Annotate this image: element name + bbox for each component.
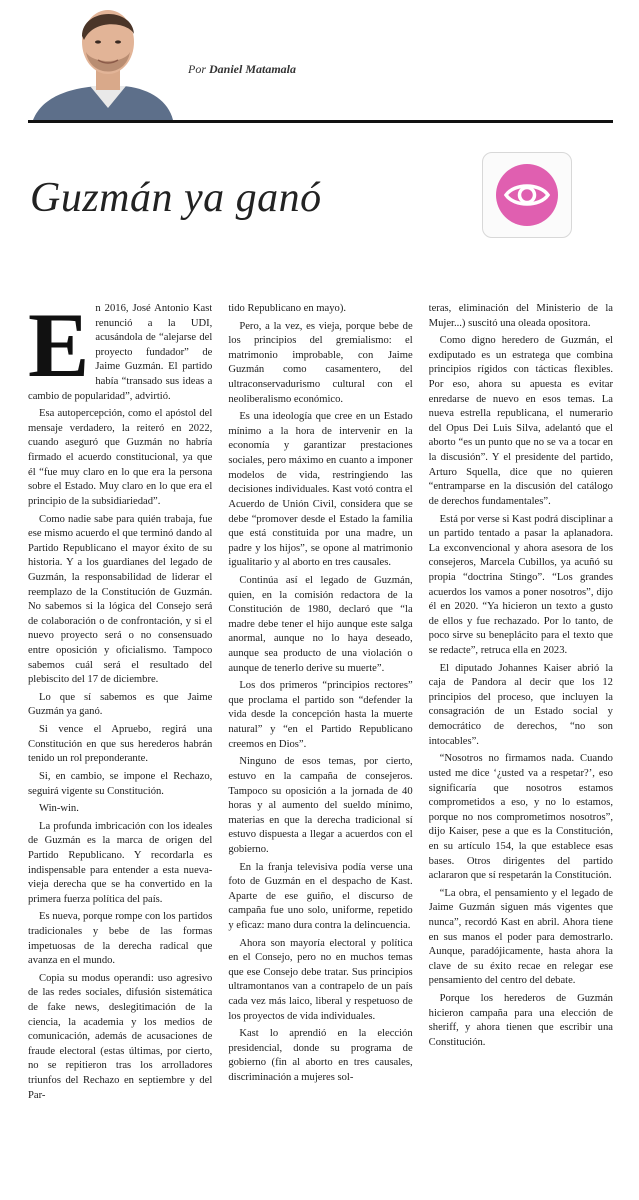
author-photo (28, 0, 178, 120)
paragraph: Continúa así el legado de Guzmán, quien, en la comisión redactora de la Constitución de 1980, declaró que “la madre debe tener el hijo aunque este salga anormal, aunque no lo haya deseado, aunque sea producto de una violación o aunque de tenerlo derive su muerte”. (228, 574, 413, 674)
article-column-1 (28, 302, 212, 1192)
eye-icon (494, 162, 560, 228)
paragraph: Porque los herederos de Guzmán hicieron campaña para una elección de sheriff, y ahora tienen que escribir una Constitución. (428, 993, 613, 1048)
byline-prefix: Por (188, 62, 206, 76)
headline: Guzmán ya ganó (30, 175, 322, 221)
paragraph: teras, eliminación del Ministerio de la Mujer...) suscitó una oleada opositora. (428, 303, 613, 329)
paragraph: Win-win. (39, 803, 79, 815)
article-body (28, 302, 613, 1192)
paragraph: En 2016, José Antonio Kast renunció a la UDI, acusándola de “alejarse del proyecto fundador” de Jaime Guzmán. El partido había “transado sus ideas a cambio de popularidad”, advirtió. (28, 302, 213, 402)
byline (188, 62, 296, 77)
paragraph: El diputado Johannes Kaiser abrió la caja de Pandora al decir que los 12 principios del proceso, que incluyen la consagración de un Estado social y democrático de derechos, “no son intocables”. (428, 662, 613, 747)
paragraph: Como nadie sabe para quién trabaja, fue ese mismo acuerdo el que terminó dando al Partido Republicano el mayor éxito de su historia. Y a los guardianes del legado de Guzmán, la responsabilidad de liderar el reemplazo de la Constitución de Guzmán. No sabemos si la lógica del Consejo será de colaboración o de confrontación, y si el nuevo proyecto será o no consensuado entre oposición y oficialismo. Tampoco sabemos cuál será el resultado del plebiscito del 17 de diciembre. (28, 513, 213, 686)
paragraph: Como digno heredero de Guzmán, el exdiputado es un estratega que combina principios rígidos con tácticas flexibles. Por eso, ahora su apuesta es evitar enredarse de nuevo en esos temas. La nueva estrella republicana, el numerario del Opus Dei Luis Silva, adelantó que el aborto “es un punto que no se va a tocar en la discusión”. Y el presidente del partido, Arturo Squella, dice que no quieren “entramparse en la discusión del catálogo de derechos fundamentales”. (428, 335, 613, 507)
paragraph: La profunda imbricación con los ideales de Guzmán es la marca de origen del Partido Republicano. Y recordarla es indispensable para entender a esta nueva-vieja derecha que se ha convertido en la primera fuerza política del país. (28, 820, 213, 905)
article-column-2 (228, 302, 412, 1192)
paragraph: Los dos primeros “principios rectores” que proclama el partido son “defender la vida desde la concepción hasta la muerte natural” y “en el Partido Republicano creemos en Dios”. (228, 680, 413, 750)
paragraph: “La obra, el pensamiento y el legado de Jaime Guzmán siguen más vigentes que nunca”, recordó Kast en abril. Ahora tiene en sus manos el poder para demostrarlo. Aunque, paradójicamente, hasta ahora la clave de su éxito recae en relegar ese pensamiento del centro del debate. (428, 887, 613, 987)
drop-cap: E (28, 302, 90, 396)
author-name: Daniel Matamala (209, 62, 297, 76)
eye-badge[interactable] (482, 152, 572, 238)
paragraph: tido Republicano en mayo). (228, 303, 347, 314)
author-portrait (28, 0, 178, 120)
paragraph: Copia su modus operandi: uso agresivo de las redes sociales, difusión sistemática de fake news, deslegitimación de la ciencia, la academia y los medios de comunicación, además de acusaciones de fraude electoral (estas últimas, por cierto, no se repitieron tras los arrolladores triunfos del Rechazo en septiembre y del Par- (28, 972, 213, 1101)
article-column-3 (429, 302, 613, 1192)
paragraph: En la franja televisiva podía verse una foto de Guzmán en el despacho de Kast. Aparte de ese guiño, el discurso de campaña fue uno solo, uniforme, repetido y eficaz: mano dura contra la delincuencia. (228, 861, 413, 931)
header-rule (28, 120, 613, 123)
paragraph: Es nueva, porque rompe con los partidos tradicionales y bebe de las formas impetuosas de la derecha radical que avanza en el mundo. (28, 911, 213, 967)
paragraph: Lo que sí sabemos es que Jaime Guzmán ya ganó. (28, 691, 213, 718)
paragraph: Ninguno de esos temas, por cierto, estuvo en la campaña de consejeros. Tampoco su oposición a la jornada de 40 horas y al aumento del sueldo mínimo, materias en que la derecha tradicional sí estuvo dispuesta a llegar a acuerdos con el gobierno. (228, 756, 413, 855)
paragraph: Si, en cambio, se impone el Rechazo, seguirá vigente su Constitución. (28, 770, 213, 797)
paragraph: Está por verse si Kast podrá disciplinar a un partido tentado a pasar la aplanadora. La exconvencional y ahora asesora de los consejeros, Marcela Cubillos, ya acuñó su propia “doctrina Stingo”. “Los grandes acuerdos los vamos a poner nosotros”, dijo él en 2020. “Ya hicieron un texto a gusto de ellos y fue rechazado. Por lo tanto, de poco sirve su beneplácito para el texto que se redacte”, retruca ella en 2023. (428, 513, 613, 657)
paragraph: Pero, a la vez, es vieja, porque bebe de los principios del gremialismo: el matrimonio improbable, con Jaime Guzmán como casamentero, del ultraconservadurismo cultural con el neoliberalismo económico. (228, 320, 413, 405)
paragraph: Kast lo aprendió en la elección presidencial, donde su programa de gobierno (fin al aborto en tres causales, discriminación a mujeres sol- (228, 1028, 413, 1084)
paragraph: Si vence el Apruebo, regirá una Constitución en que sus herederos habrán tenido un rol preponderante. (28, 724, 213, 765)
paragraph: Es una ideología que cree en un Estado mínimo a la hora de intervenir en la economía y garantizar prestaciones sociales, pero máximo en cuanto a imponer modelos de vida, restringiendo las decisiones individuales. Kast votó contra el Acuerdo de Unión Civil, considera que se debe “promover desde el Estado la familia que está constituida por una madre, un padre y los hijos”, se opone al matrimonio igualitario y al aborto en tres causales. (228, 411, 413, 569)
paragraph: Esa autopercepción, como el apóstol del mensaje verdadero, la reiteró en 2022, cuando aseguró que Guzmán no habría firmado el acuerdo constitucional, ya que él “fue muy claro en lo que era la persona sobre el Estado. Muy claro en lo que era el principio de la subsidiariedad”. (28, 408, 213, 507)
paragraph: Ahora son mayoría electoral y política en el Consejo, pero no en muchos temas que ese Consejo debe tratar. Sus principios ultramontanos van a contrapelo de un país cada vez más laico, liberal y respetuoso de los proyectos de vida individuales. (228, 937, 413, 1022)
paragraph: “Nosotros no firmamos nada. Cuando usted me dice ‘¿usted va a respetar?’, eso significaría que nosotros estamos comprometidos a eso, y no lo estamos, porque no nos comprometimos nosotros”, dijo Kaiser, pese a que es la Constitución, en su artículo 154, la que establece esas bases. Otros dirigentes del partido aclararon que sí respetarán la Constitución. (428, 753, 613, 882)
